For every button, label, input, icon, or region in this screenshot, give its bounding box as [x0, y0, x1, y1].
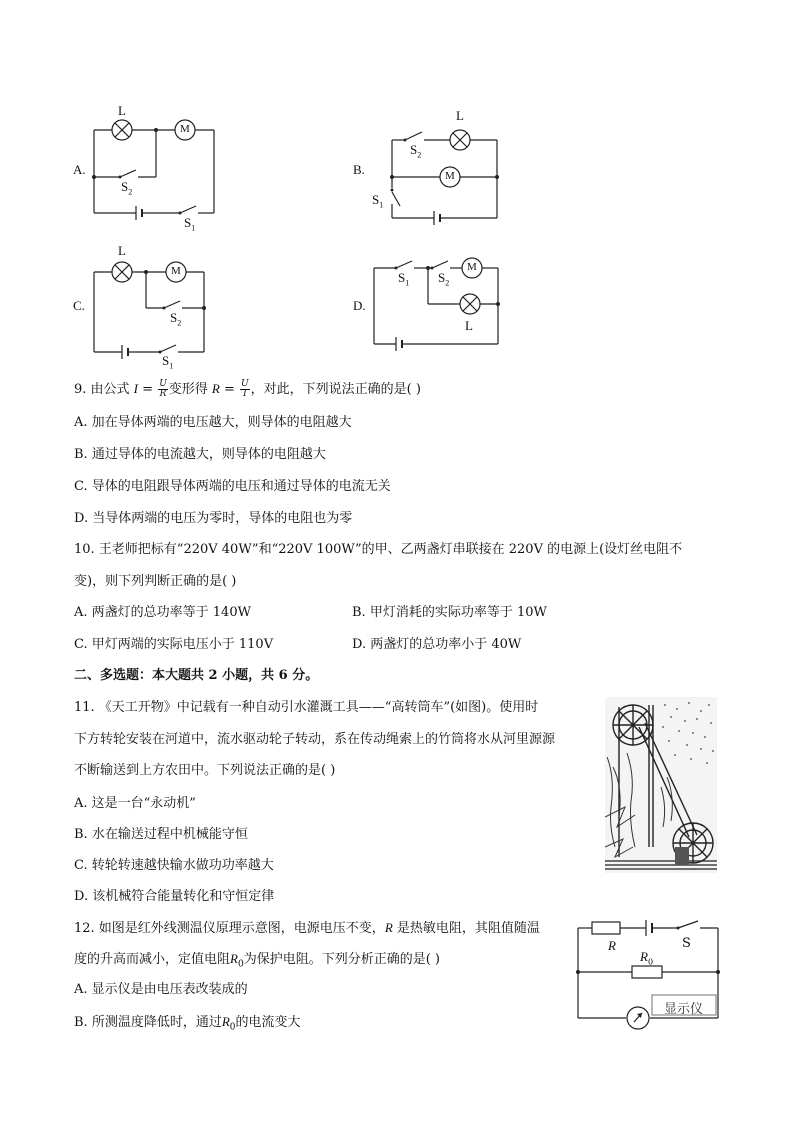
- circuit-diagram-d: [350, 240, 510, 370]
- motor-label: M: [445, 170, 455, 182]
- lamp-label: L: [456, 108, 464, 123]
- question-11-stem-line1: 11. 《天工开物》中记载有一种自动引水灌溉工具——“高转筒车”(如图)。使用时: [74, 700, 539, 715]
- option-label: D.: [353, 298, 366, 313]
- circuit-option-b: [350, 100, 510, 230]
- switch-s2-label: $S_2$: [170, 310, 182, 328]
- circuit-diagram-a: [70, 100, 230, 230]
- question-11-option-d: D. 该机械符合能量转化和守恒定律: [74, 889, 275, 904]
- question-12-stem-line2: 度的升高而减小，定值电阻$R_0$为保护电阻。下列分析正确的是( ): [74, 951, 440, 970]
- fraction-u-over-i: $\frac{U}{I}$: [241, 379, 249, 399]
- question-11-option-a: A. 这是一台“永动机”: [74, 796, 196, 811]
- question-10-option-d: D. 两盏灯的总功率小于 40W: [352, 637, 522, 652]
- question-11-option-c: C. 转轮转速越快输水做功功率越大: [74, 858, 274, 873]
- switch-s-label: S: [682, 936, 691, 951]
- motor-label: M: [171, 265, 181, 277]
- water-wheel-illustration: [605, 697, 717, 873]
- circuit-diagram-c: [70, 240, 230, 370]
- question-11-stem-line2: 下方转轮安装在河道中，流水驱动轮子转动，系在传动绳索上的竹筒将水从河里源源: [74, 732, 556, 747]
- switch-s2-label: $S_2$: [410, 142, 422, 160]
- resistor-r-label: R: [608, 938, 616, 953]
- question-12-option-b: B. 所测温度降低时，通过$R_0$的电流变大: [74, 1014, 301, 1033]
- circuit-diagram-b: [350, 100, 510, 230]
- motor-label: M: [180, 123, 190, 135]
- circuit-option-d: [350, 240, 510, 370]
- switch-s1-label: $S_1$: [372, 192, 384, 210]
- question-10-stem-line1: 10. 王老师把标有“220V 40W”和“220V 100W”的甲、乙两盏灯串联接在 220V 的电源上(设灯丝电阻不: [74, 542, 683, 557]
- question-10-stem-line2: 变)，则下列判断正确的是( ): [74, 574, 237, 589]
- water-wheel-drawing: [605, 697, 717, 873]
- motor-label: M: [467, 261, 477, 273]
- question-9-option-b: B. 通过导体的电流越大，则导体的电阻越大: [74, 447, 326, 462]
- display-meter-label: 显示仪: [664, 1002, 704, 1017]
- question-10-option-c: C. 甲灯两端的实际电压小于 110V: [74, 637, 274, 652]
- question-12-option-a: A. 显示仪是由电压表改装成的: [74, 982, 248, 997]
- fraction-u-over-r: $\frac{U}{R}$: [159, 379, 167, 399]
- circuit-option-a: [70, 100, 230, 233]
- question-9-stem: 9. 由公式 I = $\frac{U}{R}$ 变形得 R = $\frac{U}{I}$ ，对此，下列说法正确的是( ): [74, 379, 421, 399]
- question-9-option-d: D. 当导体两端的电压为零时，导体的电阻也为零: [74, 511, 353, 526]
- lamp-label: L: [465, 318, 473, 333]
- question-11-stem-line3: 不断输送到上方农田中。下列说法正确的是( ): [74, 763, 336, 778]
- thermometer-circuit: [574, 912, 724, 1034]
- switch-s1-label: $S_1$: [398, 270, 410, 288]
- question-10-option-b: B. 甲灯消耗的实际功率等于 10W: [352, 605, 547, 620]
- question-9-option-a: A. 加在导体两端的电压越大，则导体的电阻越大: [74, 415, 352, 430]
- option-label: C.: [73, 298, 85, 313]
- option-label: B.: [353, 162, 365, 177]
- switch-s2-label: $S_2$: [121, 179, 133, 197]
- question-11-option-b: B. 水在输送过程中机械能守恒: [74, 827, 248, 842]
- switch-s1-label: $S_1$: [184, 215, 196, 233]
- question-12-stem-line1: 12. 如图是红外线测温仪原理示意图，电源电压不变，R 是热敏电阻，其阻值随温: [74, 920, 540, 936]
- lamp-label: L: [118, 243, 126, 258]
- lamp-label: L: [118, 103, 126, 118]
- resistor-r0-label: $R_0$: [640, 949, 654, 967]
- circuit-option-c: [70, 240, 230, 370]
- section-heading-multiple-choice: 二、多选题：本大题共 2 小题，共 6 分。: [74, 668, 319, 683]
- question-10-option-a: A. 两盏灯的总功率等于 140W: [74, 605, 251, 620]
- switch-s2-label: $S_2$: [438, 270, 450, 288]
- question-9-option-c: C. 导体的电阻跟导体两端的电压和通过导体的电流无关: [74, 479, 391, 494]
- option-label: A.: [73, 162, 86, 177]
- switch-s1-label: $S_1$: [162, 353, 174, 371]
